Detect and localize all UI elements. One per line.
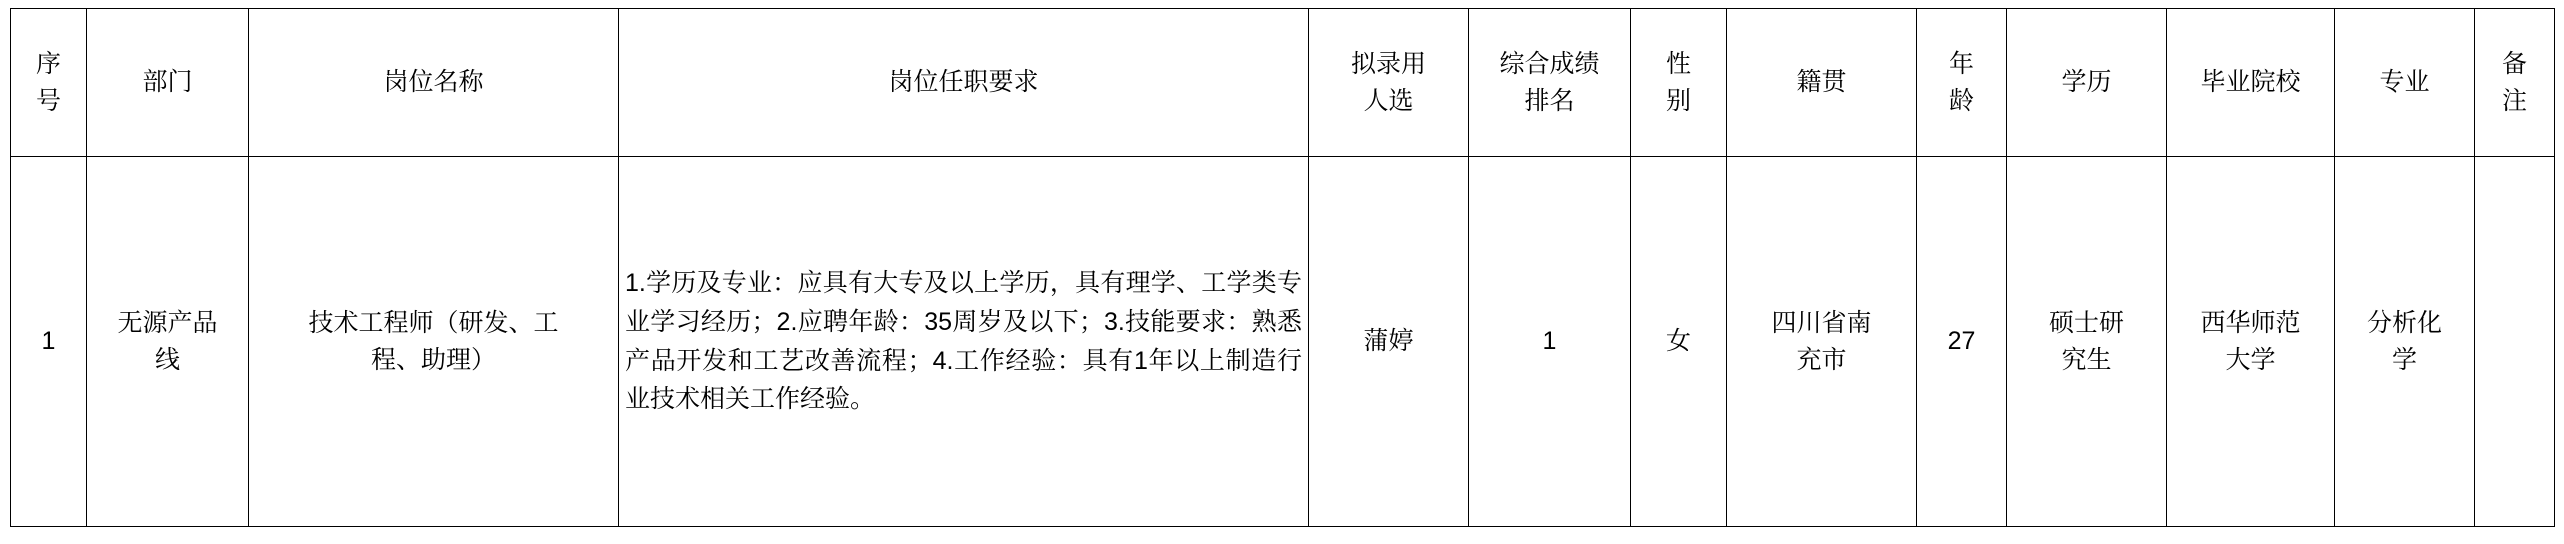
header-line: 部门	[142, 68, 193, 97]
cell-department	[87, 157, 249, 527]
cell-line: 大学	[2225, 345, 2276, 374]
cell-seq	[11, 157, 87, 527]
column-header-remark	[2475, 9, 2555, 157]
column-header-candidate	[1309, 9, 1469, 157]
recruitment-table	[10, 8, 2555, 527]
column-header-score-rank	[1469, 9, 1631, 157]
table-row	[11, 157, 2555, 527]
header-line: 别	[1665, 86, 1691, 115]
cell-value: 1	[41, 327, 56, 356]
column-header-post-name	[249, 9, 619, 157]
header-line: 学历	[2061, 68, 2112, 97]
table-header-row	[11, 9, 2555, 157]
header-line: 性	[1665, 50, 1691, 79]
header-line: 人选	[1363, 86, 1414, 115]
cell-line: 分析化	[2366, 309, 2442, 338]
header-line: 号	[35, 86, 61, 115]
cell-remark	[2475, 157, 2555, 527]
column-header-requirements	[619, 9, 1309, 157]
header-line: 龄	[1948, 86, 1974, 115]
cell-line: 究生	[2061, 345, 2112, 374]
cell-line: 硕士研	[2048, 309, 2124, 338]
cell-candidate	[1309, 157, 1469, 527]
cell-education	[2007, 157, 2167, 527]
cell-value: 女	[1665, 327, 1691, 356]
cell-line: 充市	[1796, 345, 1847, 374]
cell-line: 无源产品	[117, 309, 218, 338]
table-header	[11, 9, 2555, 157]
column-header-native-place	[1727, 9, 1917, 157]
cell-line: 线	[154, 345, 180, 374]
header-line: 岗位名称	[383, 68, 484, 97]
cell-value: 1.学历及专业：应具有大专及以上学历，具有理学、工学类专业学习经历；2.应聘年龄：35周岁及以下；3.技能要求：熟悉产品开发和工艺改善流程；4.工作经验：具有1年以上制造行业技术相关工作经验。	[625, 269, 1302, 414]
table-body	[11, 157, 2555, 527]
column-header-department	[87, 9, 249, 157]
column-header-age	[1917, 9, 2007, 157]
header-line: 排名	[1524, 86, 1575, 115]
cell-score-rank	[1469, 157, 1631, 527]
header-line: 序	[35, 50, 61, 79]
header-line: 备	[2501, 50, 2527, 79]
cell-gender	[1631, 157, 1727, 527]
cell-line: 技术工程师（研发、工	[308, 309, 559, 338]
header-line: 毕业院校	[2200, 68, 2301, 97]
header-line: 年	[1948, 50, 1974, 79]
cell-school	[2167, 157, 2335, 527]
column-header-seq	[11, 9, 87, 157]
header-line: 籍贯	[1796, 68, 1847, 97]
header-line: 专业	[2379, 68, 2430, 97]
header-line: 拟录用	[1350, 50, 1426, 79]
header-line: 注	[2501, 86, 2527, 115]
cell-line: 学	[2391, 345, 2417, 374]
cell-requirements	[619, 157, 1309, 527]
cell-major	[2335, 157, 2475, 527]
column-header-school	[2167, 9, 2335, 157]
cell-line: 程、助理）	[370, 345, 496, 374]
cell-value: 蒲婷	[1363, 327, 1414, 356]
cell-post-name	[249, 157, 619, 527]
cell-age	[1917, 157, 2007, 527]
header-line: 岗位任职要求	[888, 68, 1039, 97]
cell-line: 西华师范	[2200, 309, 2301, 338]
cell-line: 四川省南	[1771, 309, 1872, 338]
cell-native-place	[1727, 157, 1917, 527]
column-header-major	[2335, 9, 2475, 157]
column-header-gender	[1631, 9, 1727, 157]
cell-value: 27	[1947, 327, 1976, 356]
cell-value: 1	[1542, 327, 1557, 356]
header-line: 综合成绩	[1499, 50, 1600, 79]
column-header-education	[2007, 9, 2167, 157]
